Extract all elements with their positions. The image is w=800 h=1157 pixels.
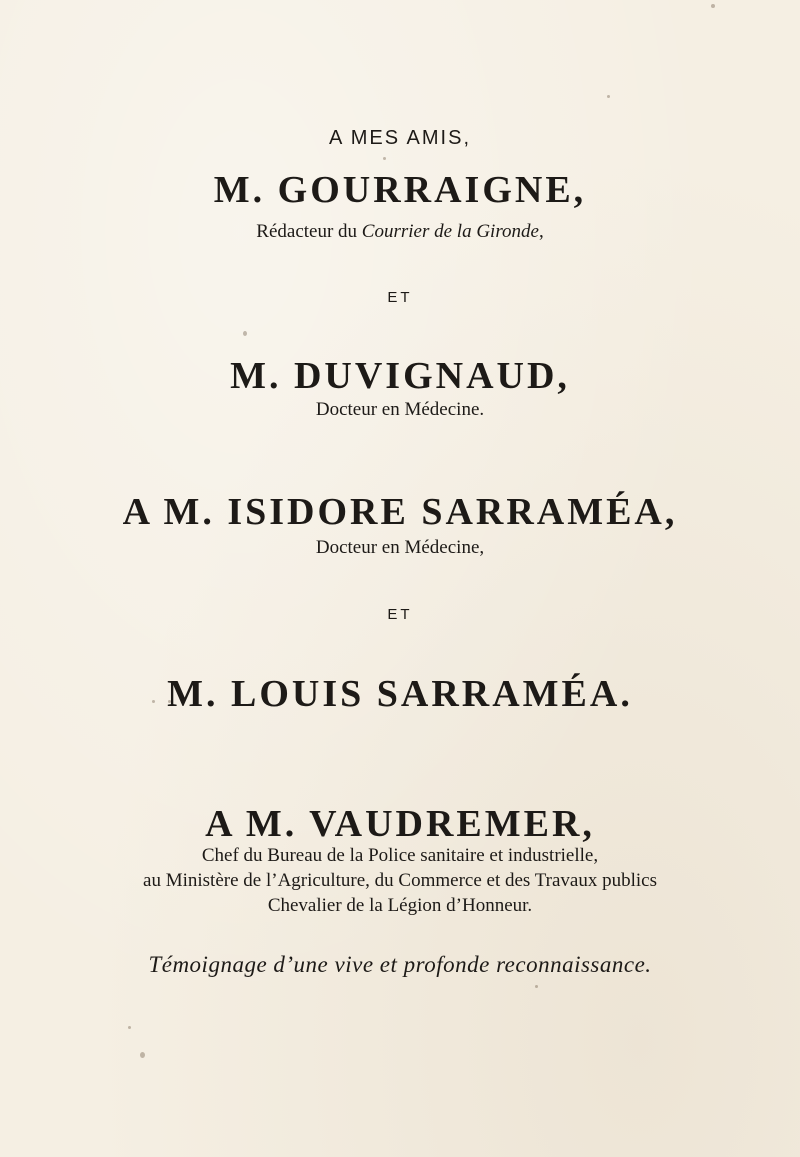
duvignaud-title: Docteur en Médecine. — [315, 399, 485, 420]
vaudremer-title-line1: Chef du Bureau de la Police sanitaire et industrielle, — [201, 845, 599, 866]
paper-speck — [535, 985, 538, 988]
paper-speck — [140, 1052, 145, 1058]
conjunction-et-1: ET — [387, 289, 413, 306]
dedication-heading: A MES AMIS, — [328, 127, 472, 149]
vaudremer-name: A M. VAUDREMER, — [205, 803, 595, 845]
paper-speck — [152, 700, 155, 703]
paper-speck — [243, 331, 247, 336]
conjunction-et-2: ET — [387, 606, 413, 623]
gourraigne-title-prefix: Rédacteur du — [256, 221, 362, 242]
paper-speck — [607, 95, 610, 98]
gourraigne-title — [0, 221, 800, 243]
paper-speck — [383, 157, 386, 160]
duvignaud-name: M. DUVIGNAUD, — [230, 355, 570, 397]
isidore-sarramea-name: A M. ISIDORE SARRAMÉA, — [122, 491, 678, 533]
paper-speck — [711, 4, 715, 8]
gourraigne-newspaper: Courrier de la Gironde — [361, 221, 539, 242]
vaudremer-title-line2: au Ministère de l’Agriculture, du Commerce et des Travaux publics — [143, 870, 657, 891]
gourraigne-title-suffix: , — [538, 221, 544, 242]
paper-speck — [128, 1026, 131, 1029]
closing-dedication: Témoignage d’une vive et profonde reconnaissance. — [148, 952, 652, 977]
isidore-sarramea-title: Docteur en Médecine, — [315, 537, 485, 558]
gourraigne-name: M. GOURRAIGNE, — [213, 169, 587, 211]
louis-sarramea-name: M. LOUIS SARRAMÉA. — [167, 673, 633, 715]
paper-speck — [168, 700, 171, 703]
vaudremer-title-line3: Chevalier de la Légion d’Honneur. — [267, 895, 533, 916]
